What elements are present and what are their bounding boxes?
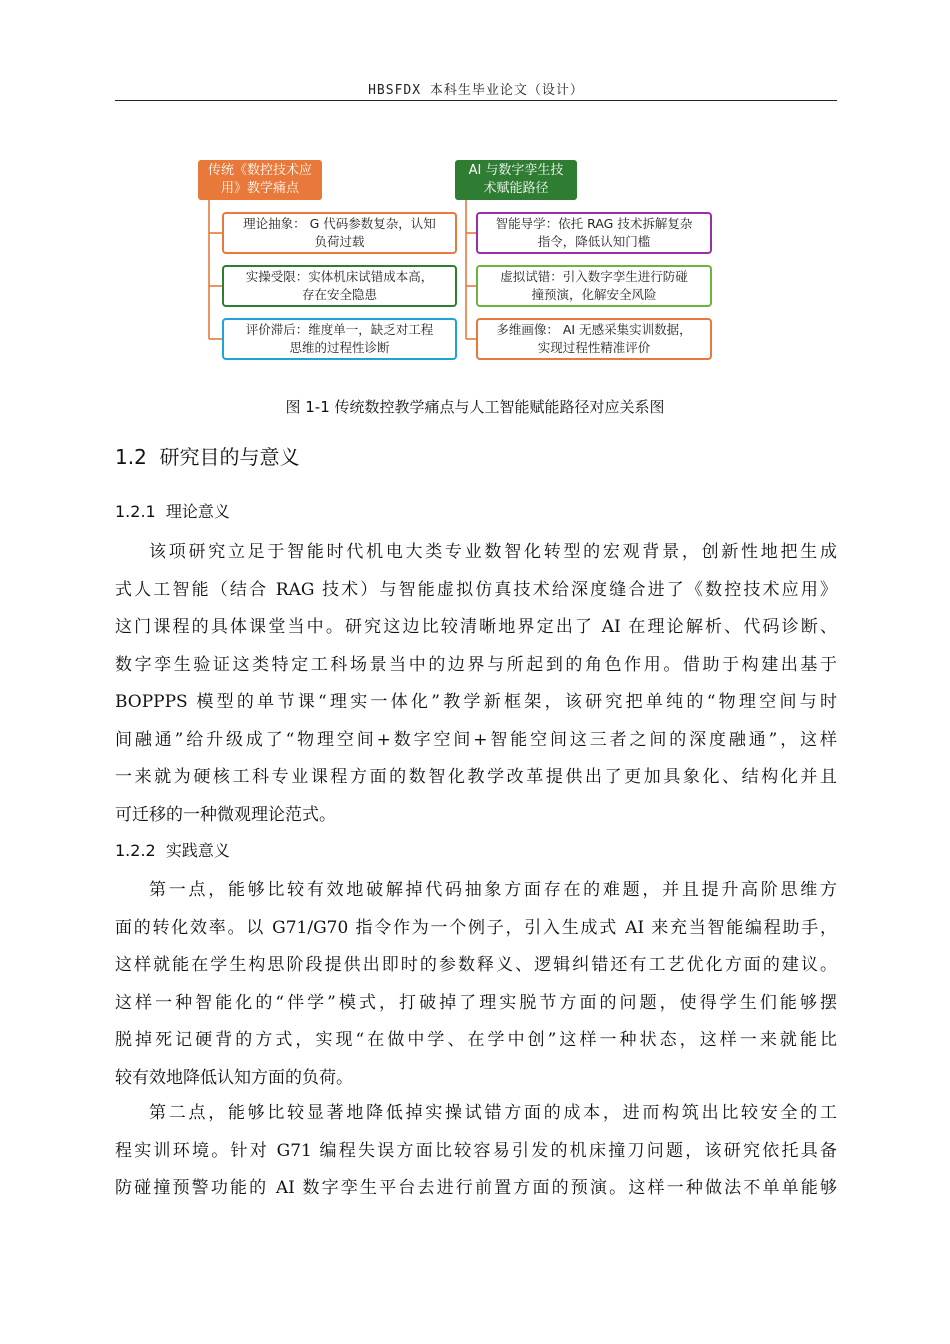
left-item-3: 评价滞后：维度单一，缺乏对工程 思维的过程性诊断	[222, 318, 457, 360]
figure-caption: 图 1-1 传统数控教学痛点与人工智能赋能路径对应关系图	[285, 398, 665, 416]
text-line: BOPPPS 模型的单节课“理实一体化”教学新框架，该研究把单纯的“物理空间与时	[115, 692, 837, 712]
text-line: 面的转化效率。以 G71/G70 指令作为一个例子，引入生成式 AI 来充当智能编程助手，	[115, 917, 837, 938]
subsection-number: 1.2.2	[115, 841, 156, 860]
text-line: 这门课程的具体课堂当中。研究这边比较清晰地界定出了 AI 在理论解析、代码诊断、	[115, 617, 837, 637]
section-number: 1.2	[115, 445, 147, 469]
left-header-box: 传统《数控技术应 用》教学痛点	[198, 160, 322, 200]
text-line: 一来就为硬核工科专业课程方面的数智化教学改革提供出了更加具象化、结构化并且	[115, 767, 837, 787]
right-item-2: 虚拟试错：引入数字孪生进行防碰 撞预演，化解安全风险	[476, 265, 712, 307]
paragraph-theory	[115, 534, 837, 834]
text-line: 式人工智能（结合 RAG 技术）与智能虚拟仿真技术给深度缝合进了《数控技术应用》	[115, 579, 837, 600]
subsection-number: 1.2.1	[115, 502, 156, 521]
right-header-box: AI 与数字孪生技 术赋能路径	[455, 160, 577, 200]
section-title: 研究目的与意义	[159, 445, 300, 469]
text-line: 可迁移的一种微观理论范式。	[115, 804, 336, 825]
text-line: 第一点，能够比较有效地破解掉代码抽象方面存在的难题，并且提升高阶思维方	[149, 880, 837, 900]
subsection-title: 实践意义	[165, 841, 230, 860]
text-line: 间融通”给升级成了“物理空间+数字空间+智能空间这三者之间的深度融通”，这样	[115, 729, 837, 750]
text-line: 该项研究立足于智能时代机电大类专业数智化转型的宏观背景，创新性地把生成	[149, 542, 837, 562]
section-heading	[115, 441, 300, 470]
right-item-1: 智能导学：依托 RAG 技术拆解复杂 指令，降低认知门槛	[476, 212, 712, 254]
left-item-2: 实操受限：实体机床试错成本高， 存在安全隐患	[222, 265, 457, 307]
figure-diagram	[0, 0, 950, 380]
subsection-title: 理论意义	[165, 502, 230, 521]
paragraph-practice-1	[115, 872, 837, 1097]
text-line: 脱掉死记硬背的方式，实现“在做中学、在学中创”这样一种状态，这样一来就能比	[115, 1030, 837, 1050]
text-line: 这样就能在学生构思阶段提供出即时的参数释义、逻辑纠错还有工艺优化方面的建议。	[115, 955, 837, 975]
page-header: HBSFDX 本科生毕业论文（设计）	[368, 83, 584, 98]
right-item-3: 多维画像： AI 无感采集实训数据， 实现过程性精准评价	[476, 318, 712, 360]
subsection-heading-practice	[115, 838, 230, 861]
text-line: 数字孪生验证这类特定工科场景当中的边界与所起到的角色作用。借助于构建出基于	[115, 654, 837, 675]
text-line: 这样一种智能化的“伴学”模式，打破掉了理实脱节方面的问题，使得学生们能够摆	[115, 992, 837, 1013]
left-item-1: 理论抽象： G 代码参数复杂，认知 负荷过载	[222, 212, 457, 254]
text-line: 较有效地降低认知方面的负荷。	[115, 1067, 353, 1088]
text-line: 防碰撞预警功能的 AI 数字孪生平台去进行前置方面的预演。这样一种做法不单单能够	[115, 1178, 837, 1198]
paragraph-practice-2	[115, 1095, 837, 1208]
text-line: 程实训环境。针对 G71 编程失误方面比较容易引发的机床撞刀问题，该研究依托具备	[115, 1140, 837, 1161]
subsection-heading-theory	[115, 499, 230, 522]
text-line: 第二点，能够比较显著地降低掉实操试错方面的成本，进而构筑出比较安全的工	[149, 1103, 837, 1123]
